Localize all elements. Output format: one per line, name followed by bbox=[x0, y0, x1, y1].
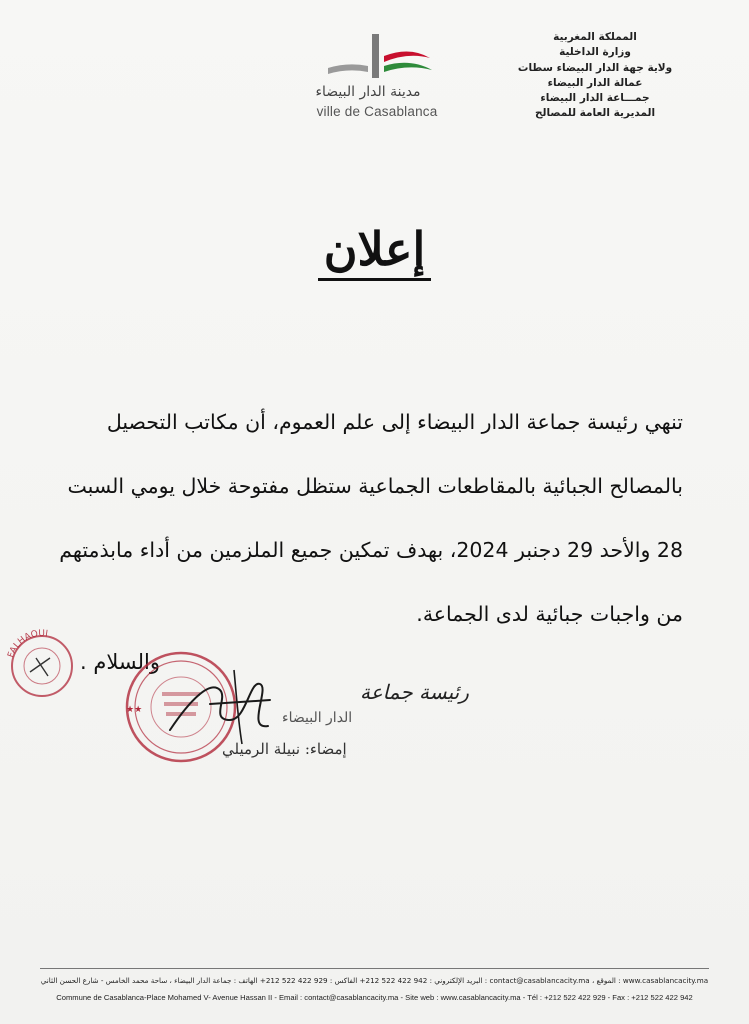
footer-contact-french: Commune de Casablanca-Place Mohamed V- Avenue Hassan II - Email : contact@casablancacity.ma - Site web : www.casablancacity.ma - Tél : +212 522 422 929 - Fax : +212 522 422 942 bbox=[56, 993, 693, 1002]
logo-gray-swoosh bbox=[328, 64, 368, 74]
body-line: تنهي رئيسة جماعة الدار البيضاء إلى علم العموم، أن مكاتب التحصيل bbox=[106, 410, 683, 434]
notice-title-text: إعلان bbox=[318, 222, 431, 281]
left-stamp-text: FALHAOUI bbox=[6, 628, 49, 660]
notice-body bbox=[59, 390, 683, 646]
footer-divider bbox=[40, 968, 709, 969]
signature-name: إمضاء: نبيلة الرميلي bbox=[222, 740, 347, 758]
admin-line-kingdom: المملكة المغربية bbox=[553, 31, 637, 43]
signature-subtitle: الدار البيضاء bbox=[282, 710, 353, 726]
notice-title bbox=[0, 222, 749, 276]
administrative-header bbox=[495, 30, 695, 122]
logo-tower bbox=[372, 34, 379, 78]
body-line: بالمصالح الجبائية بالمقاطعات الجماعية ستظل مفتوحة خلال يومي السبت bbox=[67, 474, 683, 498]
svg-text:★★: ★★ bbox=[126, 705, 143, 715]
body-line: 28 والأحد 29 دجنبر 2024، بهدف تمكين جميع الملزمين من أداء مابذمتهم bbox=[59, 538, 683, 562]
logo-emblem-icon bbox=[298, 28, 448, 88]
handwritten-signature-icon bbox=[150, 660, 290, 750]
closing-greeting: والسلام . bbox=[80, 650, 160, 674]
logo-name-arabic: مدينة الدار البيضاء bbox=[315, 84, 421, 100]
logo-name-french: ville de Casablanca bbox=[316, 104, 438, 119]
left-stamp-icon bbox=[2, 628, 82, 698]
logo-green-swoosh bbox=[384, 63, 432, 72]
admin-line-wilaya: ولاية جهة الدار البيضاء سطات bbox=[517, 61, 673, 74]
footer-contact-arabic: www.casablancacity.ma : الموقع ، contact@casablancacity.ma : البريد الإلكتروني : 942 422 522 212+ الفاكس : 929 422 522 212+ الهاتف : جماعة الدار البيضاء ، ساحة محمد الخامس - شارع الحسن الثاني bbox=[40, 976, 709, 985]
admin-line-prefecture: عمالة الدار البيضاء bbox=[547, 76, 643, 89]
admin-line-ministry: وزارة الداخلية bbox=[559, 46, 631, 59]
admin-line-commune: جمـــاعة الدار البيضاء bbox=[540, 92, 650, 105]
signature-title: رئيسة جماعة bbox=[360, 680, 469, 704]
city-logo bbox=[298, 28, 448, 128]
logo-red-swoosh bbox=[384, 51, 430, 62]
body-line: من واجبات جبائية لدى الجماعة. bbox=[416, 602, 683, 626]
admin-line-directorate: المديرية العامة للمصالح bbox=[534, 107, 656, 120]
